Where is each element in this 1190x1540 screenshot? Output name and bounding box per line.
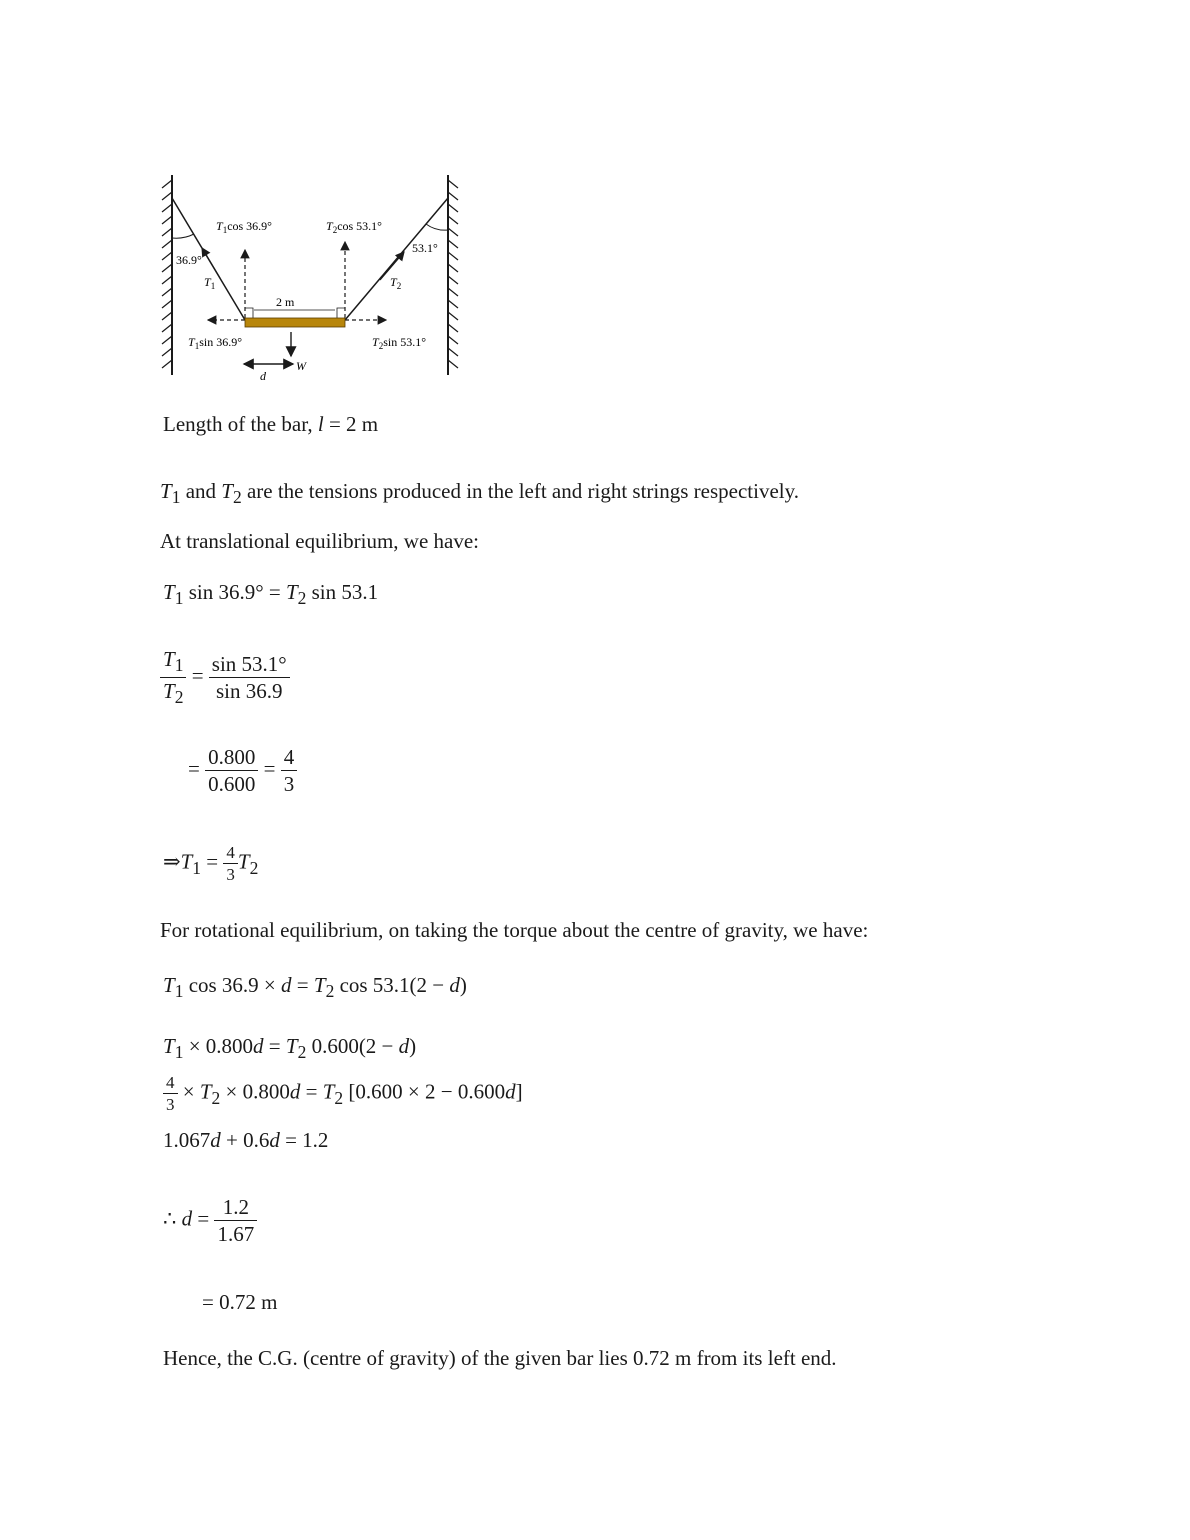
label-weight: W [296,359,306,373]
label-t2cos: $T_2\cos$ 53.1° [326,219,382,235]
equation-translational: $T_1$ $\sin 36.9^\circ = T_2$ sin 53.1 [163,580,379,609]
right-angle-arc [426,224,448,230]
label-t1sin: $T_1\sin$ 36.9° [188,335,242,351]
t1-arrow [202,248,220,278]
equation-simplified: 1.067d + 0.6d = 1.2 [163,1128,329,1152]
equation-d-result: = 0.72 m [202,1290,278,1314]
equation-ratio-values: = $\frac{0.800}{0.600}$ = $\frac{4}{3}$ [188,744,297,798]
left-angle-arc [172,234,194,238]
left-wall [162,175,172,375]
label-t1cos: $T_1\cos$ 36.9° [216,219,272,235]
bar-diagram [150,160,470,390]
equation-tension-ratio: $\frac{T_1}{T_2}$ = $\frac{\sin 53.1^\circ}{\sin 36.9}$ [160,646,290,709]
label-t2: $T_2$ [390,275,402,291]
label-angle-right: 53.1° [412,241,438,255]
bar-length-statement: Length of the bar, l = 2 m [163,412,379,436]
rotational-heading: For rotational equilibrium, on taking the torque about the centre of gravity, we have: [160,918,869,942]
equation-torque: $T_1$ $\cos 36.9 \times d = T_2$ cos 53.1(2 − d) [163,973,467,1002]
label-t2sin: $T_2\sin$ 53.1° [372,335,426,351]
equation-torque-values: $T_1 \times 0.800d = T_2$ 0.600(2 − d) [163,1034,417,1063]
translational-heading: At translational equilibrium, we have: [160,529,479,553]
label-d: d [260,369,266,383]
label-t1: $T_1$ [204,275,216,291]
label-angle-left: 36.9° [176,253,202,267]
right-string [345,198,448,320]
right-wall [448,175,458,375]
equation-d-fraction: ∴ d = $\frac{1.2}{1.67}$ [163,1194,257,1248]
tensions-statement: $T_1$ and $T_2$ are the tensions produced in the left and right strings respectively. [160,479,800,508]
equation-substitution: $\frac{4}{3}$ × $T_2 \times 0.800d = T_2$ [0.600 × 2 − 0.600d] [163,1072,523,1116]
equation-t1-in-t2: $\Rightarrow T_1$ = $\frac{4}{3}$ $T_2$ [163,843,259,885]
conclusion: Hence, the C.G. (centre of gravity) of the given bar lies 0.72 m from its left end. [163,1346,837,1370]
bar [245,318,345,327]
label-bar-length: 2 m [276,295,295,309]
